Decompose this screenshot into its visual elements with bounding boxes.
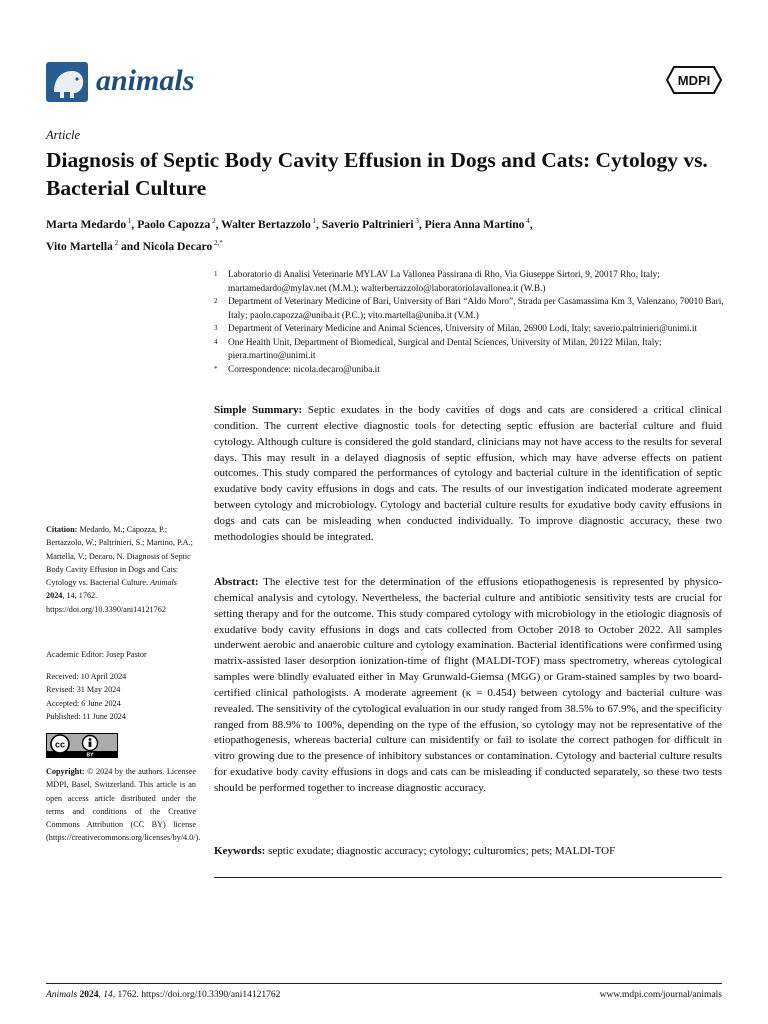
citation-year: 2024 (46, 591, 63, 601)
keywords-label: Keywords: (214, 845, 266, 857)
affiliation-list (214, 269, 734, 377)
simple-summary-text: Septic exudates in the body cavities of dogs and cats are considered a critical clinical condition. The current elective diagnostic tools for detecting septic effusion are bacterial culture and fluid cytology. Although culture is considered the gold standard, clinicians may not have access to the results for several days. This may result in a delayed diagnosis of septic effusion, which may have adverse effects on patient outcomes. This study compared the performances of cytology and bacterial culture in the identification of septic exudative body cavity effusions in dogs and cats. The results of our investigation indicated moderate agreement between cytology and microbiology. Cytology and bacterial culture results for exudative body cavity effusions in dogs and cats can be misleading when conducted individually. To improve diagnostic accuracy, these two methodologies should be integrated. (214, 404, 722, 543)
affiliation-item (214, 296, 734, 323)
journal-logo-icon (46, 62, 88, 102)
affiliation-text: Department of Veterinary Medicine and Animal Sciences, University of Milan, 26900 Lodi, Italy; saverio.paltrinieri@unimi.it (228, 324, 697, 334)
section-divider (214, 877, 722, 878)
citation-text: Medardo, M.; Capozza, P.; Bertazzolo, W.; Paltrinieri, S.; Martino, P.A.; Martella, V.; Decaro, N. Diagnosis of Septic Body Cavity Effusion in Dogs and Cats: Cytology vs. Bacterial Culture. (46, 525, 193, 588)
footer-citation: Animals 2024, 14, 1762. https://doi.org/10.3390/ani14121762 (46, 990, 281, 1000)
footer-journal-url[interactable]: www.mdpi.com/journal/animals (599, 990, 722, 1000)
citation-journal: Animals (150, 578, 177, 588)
affiliation-text: Laboratorio di Analisi Veterinarie MYLAV La Vallonea Passirana di Rho, Via Giuseppe Sirtori, 9, 20017 Rho, Italy; martamedardo@mylav.net (M.M.); walterbertazzolo@laboratoriolavallonea.it (W.B.) (228, 270, 660, 294)
affiliation-text: One Health Unit, Department of Biomedical, Surgical and Dental Sciences, University of Milan, 20122 Milan, Italy; piera.martino@unimi.it (228, 337, 662, 361)
article-title: Diagnosis of Septic Body Cavity Effusion in Dogs and Cats: Cytology vs. Bacterial Culture (46, 148, 708, 200)
footer-volume: 14 (103, 990, 113, 1000)
footer-divider (46, 983, 722, 984)
footer-year: 2024 (79, 990, 99, 1000)
publication-date: Published: 11 June 2024 (46, 711, 126, 721)
affiliation-mark: 2 (214, 297, 218, 305)
affiliation-text: Department of Veterinary Medicine of Bari, University of Bari “Aldo Moro”, Strada per Casamassima Km 3, Valenzano, 70010 Bari, Italy; paolo.capozza@uniba.it (P.C.); vito.martella@uniba.it (V.M.) (228, 297, 724, 321)
affiliation-item (214, 269, 734, 296)
academic-editor: Academic Editor: Josep Pastor (46, 650, 147, 659)
svg-text:BY: BY (86, 752, 94, 758)
article-type: Article (46, 128, 81, 142)
author-name: Paolo Capozza (137, 217, 211, 231)
copyright-text: © 2024 by the authors. Licensee MDPI, Basel, Switzerland. This article is an open access article distributed under the terms and conditions of the Creative Commons Attribution (CC BY) license (https://creativecommons.org/licenses/by/4.0/). (46, 767, 201, 843)
abstract-label: Abstract: (214, 576, 259, 588)
journal-name: animals (96, 64, 195, 97)
author-affiliation-mark: 1 (310, 217, 317, 225)
affiliation-item (214, 337, 734, 364)
keywords-text: septic exudate; diagnostic accuracy; cytology; culturomics; pets; MALDI-TOF (265, 845, 616, 857)
footer-journal: Animals (46, 990, 78, 1000)
svg-text:cc: cc (54, 739, 66, 750)
publication-dates (46, 670, 196, 723)
publication-date: Accepted: 6 June 2024 (46, 698, 121, 708)
citation-block (46, 523, 196, 616)
mdpi-logo-text: MDPI (677, 73, 711, 88)
author-name: Piera Anna Martino (424, 217, 525, 231)
author-name: Nicola Decaro (142, 239, 213, 253)
affiliation-mark: * (214, 364, 218, 373)
author-affiliation-mark: 1 (126, 217, 132, 225)
abstract-text: The elective test for the determination of the effusions etiopathogenesis is represented by physico-chemical analysis and cytology. Nevertheless, the bacterial culture and antibiotic sensitivity tests are crucial for setting therapy and for the outcome. This study compared cytology with microbiology in the etiologic diagnosis of exudative body cavity effusions in dogs and cats collected from October 2018 to October 2022. All samples underwent aerobic and anaerobic culture and cytology examination. Bacterial identifications were confirmed using matrix-assisted laser desorption ionization-time of flight (MALDI-TOF) mass spectrometry, whereas cytological samples were blindly evaluated either in May Grunwald-Giemsa (MGG) or Gram-stained samples by two board-certified clinical pathologists. A moderate agreement (κ = 0.454) between cytology and bacterial culture was revealed. The sensitivity of the cytological evaluation in our study ranged from 38.5% to 67.9%, and the specificity ranged from 88.9% to 100%, depending on the type of the effusion, so cytology may not be representative of the etiopathogenesis, whereas bacterial culture can misidentify or fail to isolate the correct pathogen for difficult in vitro growing due to the presence of inhibitory substances or contamination. Cytology and bacterial culture results for exudative body cavity effusions in dogs and cats can be misleading if conducted separately, so these two tests should be performed together to increase diagnostic accuracy. (214, 576, 722, 794)
publication-date: Revised: 31 May 2024 (46, 685, 121, 695)
author-name: Walter Bertazzolo (221, 217, 311, 231)
author-affiliation-mark: 2 (112, 238, 119, 247)
author-affiliation-mark: 3 (413, 217, 419, 225)
simple-summary (214, 403, 722, 546)
author-affiliation-mark: 2 (210, 217, 216, 225)
publication-date: Received: 10 April 2024 (46, 672, 127, 681)
affiliation-mark: 4 (214, 337, 218, 346)
keywords (214, 844, 722, 860)
abstract (214, 575, 722, 797)
author-affiliation-mark: 4 (524, 217, 530, 225)
affiliation-text: Correspondence: nicola.decaro@uniba.it (228, 364, 380, 375)
citation-label: Citation: (46, 525, 78, 534)
author-name: Vito Martella (46, 239, 113, 253)
mdpi-logo-icon (666, 66, 722, 94)
cc-by-icon[interactable] (46, 733, 118, 758)
affiliation-mark: 3 (214, 324, 218, 332)
author-name: Saverio Paltrinieri (321, 217, 414, 231)
copyright-block (46, 765, 201, 845)
affiliation-item (214, 323, 734, 337)
affiliation-item (214, 364, 734, 378)
author-name: Marta Medardo (46, 217, 127, 231)
author-list: Marta Medardo $^1$, Paolo Capozza $^2$, Walter Bertazzolo $^1$, Saverio Paltrinieri $^3$, Piera Anna Martino $^4$, Vito Martella $^2$ and Nicola Decaro $^{2,*}$ (46, 217, 533, 253)
affiliation-mark: 1 (214, 270, 218, 278)
citation-rest[interactable]: , 14, 1762. https://doi.org/10.3390/ani14121762 (46, 591, 166, 614)
footer-doi[interactable]: , 1762. https://doi.org/10.3390/ani14121762 (112, 990, 281, 1000)
copyright-label: Copyright: (46, 767, 85, 776)
simple-summary-label: Simple Summary: (214, 404, 303, 416)
author-affiliation-mark: 2,* (212, 238, 223, 247)
